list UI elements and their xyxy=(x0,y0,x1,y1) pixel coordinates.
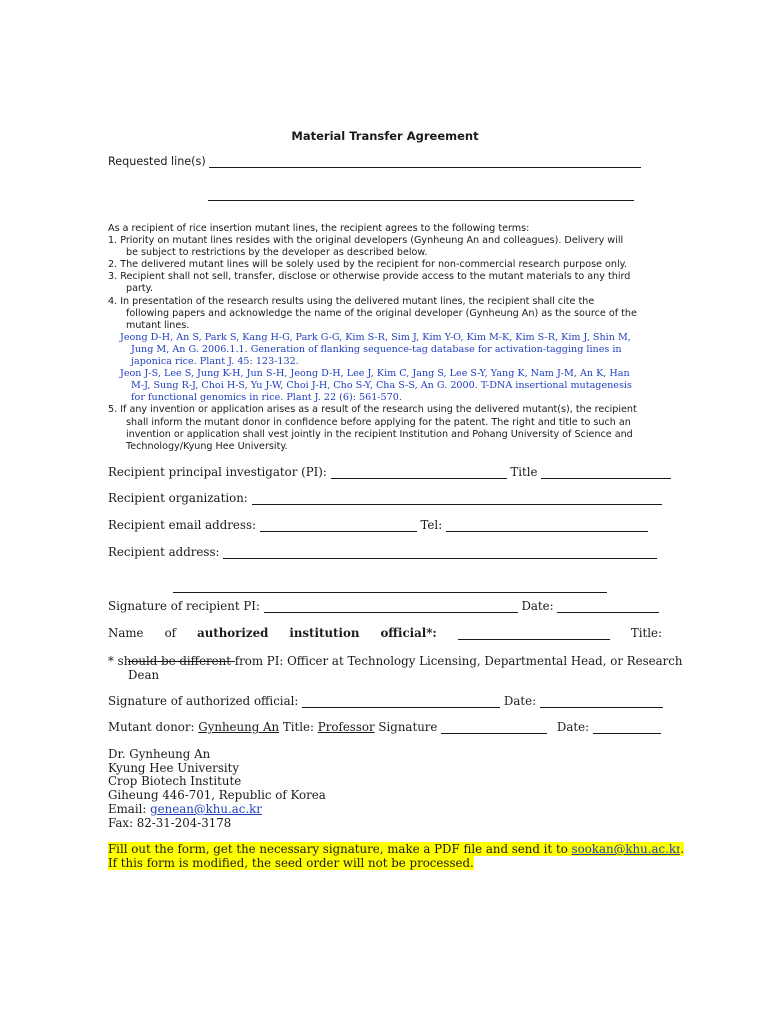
term-1-line-1: 1. Priority on mutant lines resides with the original developers (Gynheung An and colleagues). Delivery will xyxy=(108,235,624,247)
organization-label: Recipient organization: xyxy=(108,491,248,505)
pi-signature-date-field[interactable] xyxy=(557,602,659,613)
terms-intro: As a recipient of rice insertion mutant lines, the recipient agrees to the following terms: xyxy=(108,223,530,234)
requested-lines-label: Requested line(s) xyxy=(108,155,206,168)
contact-email-row xyxy=(108,803,326,817)
requested-lines-row-2 xyxy=(208,183,634,201)
authorized-signature-row xyxy=(108,694,663,708)
donor-signature-label: Signature xyxy=(378,720,438,734)
pi-title-field[interactable] xyxy=(541,468,671,479)
term-4-line-1: 4. In presentation of the research results using the delivered mutant lines, the recipient shall cite the xyxy=(108,295,595,307)
contact-university: Kyung Hee University xyxy=(108,760,240,775)
mutant-donor-row xyxy=(108,720,661,734)
tel-label: Tel: xyxy=(420,518,443,532)
notice-line-1 xyxy=(108,842,684,856)
notice-line-2 xyxy=(108,856,684,870)
address-label: Recipient address: xyxy=(108,545,220,559)
notice-line-1-text: Fill out the form, get the necessary signature, make a PDF file and send it to xyxy=(108,842,568,856)
contact-fax: Fax: 82-31-204-3178 xyxy=(108,815,232,830)
document-title: Material Transfer Agreement xyxy=(291,129,479,143)
authorized-official-row xyxy=(108,626,662,640)
pi-label: Recipient principal investigator (PI): xyxy=(108,465,327,479)
reference-1-line-3: japonica rice. Plant J. 45: 123-132. xyxy=(131,356,299,368)
term-3-line-2: party. xyxy=(126,283,154,295)
official-note-line-2: Dean xyxy=(128,668,160,682)
reference-2-line-2: M-J, Sung R-J, Choi H-S, Yu J-W, Choi J-H, Cho S-Y, Cha S-S, An G. 2000. T-DNA insertional mutagenesis xyxy=(131,380,632,392)
donor-signature-field[interactable] xyxy=(441,723,547,734)
official-note-line-1: * should be different from PI: Officer at Technology Licensing, Departmental Head, or Research xyxy=(108,654,683,668)
contact-email-label: Email: xyxy=(108,801,147,816)
contact-email-link[interactable]: genean@khu.ac.kr xyxy=(150,801,262,816)
term-5-line-3: invention or application shall vest jointly in the recipient Institution and Pohang University of Science and xyxy=(126,428,633,440)
auth-word-institution: institution xyxy=(289,626,360,640)
authorized-signature-field[interactable] xyxy=(302,697,500,708)
reference-1-line-1: Jeong D-H, An S, Park S, Kang H-G, Park G-G, Kim S-R, Sim J, Kim Y-O, Kim M-K, Kim S-R, Kim J, Shin M, xyxy=(120,331,631,343)
notice-email-link[interactable]: sookan@khu.ac.kr xyxy=(571,842,681,856)
donor-date-field[interactable] xyxy=(593,723,661,734)
address-row-2 xyxy=(173,575,607,593)
auth-word-of: of xyxy=(164,626,177,640)
official-note xyxy=(108,654,682,682)
pi-signature-label: Signature of recipient PI: xyxy=(108,599,260,613)
authorized-signature-date-label: Date: xyxy=(503,694,537,708)
email-label: Recipient email address: xyxy=(108,518,256,532)
address-row xyxy=(108,545,657,559)
contact-institute: Crop Biotech Institute xyxy=(108,774,242,789)
contact-block xyxy=(108,748,326,830)
term-2: 2. The delivered mutant lines will be solely used by the recipient for non-commercial research purpose only. xyxy=(108,259,628,271)
authorized-official-name-field[interactable] xyxy=(458,629,610,640)
organization-row xyxy=(108,491,662,505)
auth-word-name: Name xyxy=(108,626,144,640)
donor-name: Gynheung An xyxy=(198,720,280,734)
notice-line-1-end: . xyxy=(680,842,685,856)
auth-word-authorized: authorized xyxy=(197,626,269,640)
term-5-line-4: Technology/Kyung Hee University. xyxy=(126,440,288,452)
notice-line-2-text: If this form is modified, the seed order will not be processed. xyxy=(108,856,474,870)
tel-field[interactable] xyxy=(446,521,648,532)
donor-label: Mutant donor: xyxy=(108,720,195,734)
pi-signature-field[interactable] xyxy=(264,602,518,613)
address-field-1[interactable] xyxy=(223,548,657,559)
notice-block xyxy=(108,842,684,870)
donor-date-label: Date: xyxy=(556,720,590,734)
pi-signature-row xyxy=(108,599,659,613)
requested-lines-field-1[interactable] xyxy=(209,157,641,168)
term-1-line-2: be subject to restrictions by the developer as described below. xyxy=(126,247,428,259)
auth-title-label: Title: xyxy=(630,626,662,640)
donor-title-label: Title: xyxy=(282,720,315,734)
pi-field[interactable] xyxy=(331,468,507,479)
term-4-line-2: following papers and acknowledge the name of the original developer (Gynheung An) as the source of the xyxy=(126,307,637,319)
organization-field[interactable] xyxy=(252,494,662,505)
email-field[interactable] xyxy=(260,521,417,532)
authorized-signature-date-field[interactable] xyxy=(540,697,663,708)
term-4-line-3: mutant lines. xyxy=(126,319,190,331)
contact-address: Giheung 446-701, Republic of Korea xyxy=(108,788,326,803)
pi-title-label: Title xyxy=(510,465,538,479)
reference-1-line-2: Jung M, An G. 2006.1.1. Generation of flanking sequence-tag database for activation-tagging lines in xyxy=(131,343,622,355)
authorized-signature-label: Signature of authorized official: xyxy=(108,694,299,708)
contact-name: Dr. Gynheung An xyxy=(108,747,211,761)
address-field-2[interactable] xyxy=(173,582,607,593)
reference-2-line-3: for functional genomics in rice. Plant J. 22 (6): 561-570. xyxy=(131,392,402,404)
terms-block xyxy=(108,223,668,453)
email-row xyxy=(108,518,648,532)
term-5-line-2: shall inform the mutant donor in confidence before applying for the patent. The right and title to such an xyxy=(126,416,631,428)
term-3-line-1: 3. Recipient shall not sell, transfer, disclose or otherwise provide access to the mutant materials to any third xyxy=(108,271,631,283)
requested-lines-field-2[interactable] xyxy=(208,190,634,201)
term-5-line-1: 5. If any invention or application arises as a result of the research using the delivered mutant(s), the recipient xyxy=(108,404,637,416)
donor-title: Professor xyxy=(317,720,375,734)
reference-2-line-1: Jeon J-S, Lee S, Jung K-H, Jun S-H, Jeong D-H, Lee J, Kim C, Jang S, Lee S-Y, Yang K, Nam J-M, An K, Han xyxy=(120,368,630,380)
pi-row xyxy=(108,465,671,479)
requested-lines-row xyxy=(108,155,641,168)
auth-word-official: official*: xyxy=(380,626,437,640)
pi-signature-date-label: Date: xyxy=(521,599,554,613)
